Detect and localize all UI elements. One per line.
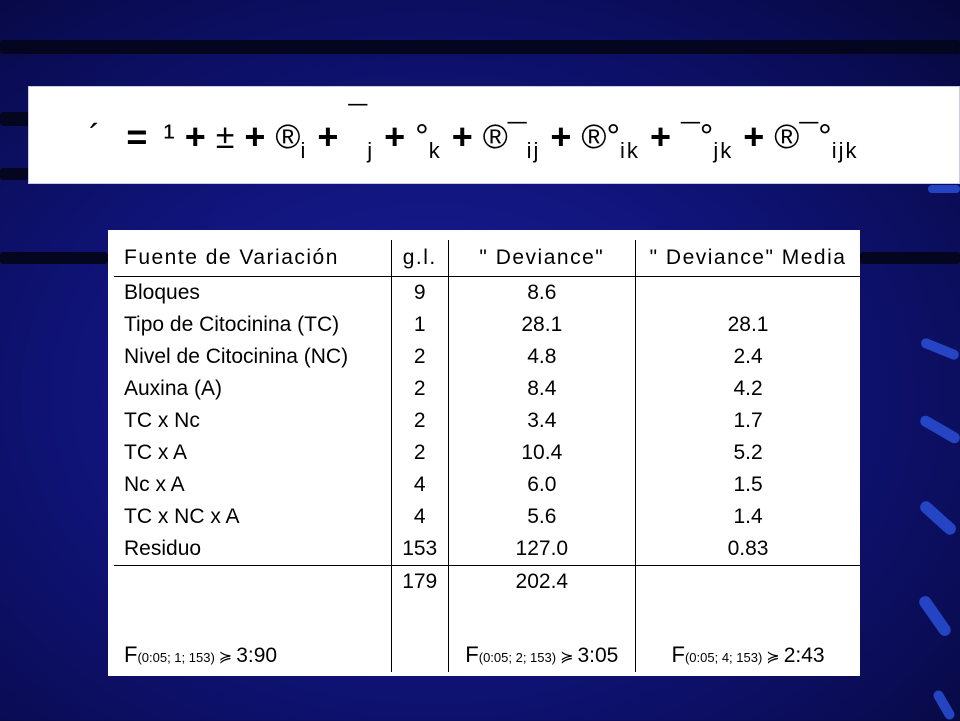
table-header-row [114,240,860,277]
cell-gl: 2 [391,437,448,469]
model-equation [89,97,949,177]
cell-mean: 0.83 [727,537,769,560]
background-stripe [0,252,108,264]
eq-operator: + [451,116,473,157]
cell-deviance: 8.6 [448,277,636,310]
cell-deviance: 28.1 [448,309,636,341]
eq-subscript: ik [620,138,640,163]
eq-term: ®¯ [482,117,527,156]
table-row [114,405,860,437]
f-critical-1: F(0:05; 1; 153) ≽ 3:90 [114,632,391,672]
cell-source [114,566,391,599]
background-sweep [918,499,959,537]
cell-deviance: 127.0 [448,533,636,566]
cell-deviance: 8.4 [448,373,636,405]
eq-operator: = [126,116,148,157]
cell-deviance: 4.8 [448,341,636,373]
eq-subscript: jk [713,138,734,163]
eq-term: ¯° [680,117,714,156]
eq-term: ± [215,117,235,156]
cell-gl: 4 [391,469,448,501]
eq-subscript: k [428,138,442,163]
eq-subscript: i [300,138,308,163]
cell-mean: 4.2 [733,377,763,400]
cell-deviance: 3.4 [448,405,636,437]
cell-mean: 1.5 [733,473,763,496]
eq-term: ®¯° [774,117,832,156]
table-row [114,533,860,566]
table-row [114,501,860,533]
background-stripe [0,168,30,180]
eq-subscript: ijk [831,138,859,163]
cell-source: Nivel de Citocinina (NC) [114,341,391,373]
header-gl: g.l. [391,240,448,277]
table-row [114,309,860,341]
cell-gl: 4 [391,501,448,533]
background-sweep [932,689,957,721]
cell-source: TC x A [114,437,391,469]
cell-mean: 1.7 [733,409,763,432]
cell-mean [636,277,860,310]
cell-deviance: 5.6 [448,501,636,533]
eq-subscript: ij [526,138,541,163]
cell-total-deviance: 202.4 [448,566,636,599]
header-deviance: " Deviance" [448,240,636,277]
cell-mean [636,566,860,599]
table-row [114,437,860,469]
background-sweep [920,337,960,361]
header-source: Fuente de Variación [114,240,391,277]
cell-deviance: 6.0 [448,469,636,501]
cell-gl: 9 [391,277,448,310]
cell-deviance: 10.4 [448,437,636,469]
eq-term: ®° [581,117,621,156]
cell-gl: 2 [391,341,448,373]
cell-mean: 1.4 [733,505,763,528]
cell-source: Tipo de Citocinina (TC) [114,309,391,341]
anova-table [114,240,860,672]
table-row [114,277,860,310]
eq-term: ¹ [163,117,175,156]
eq-operator: + [743,116,765,157]
eq-term: ¯ [348,99,368,138]
table-row [114,373,860,405]
cell-source: Bloques [114,277,391,310]
background-stripe [0,40,960,54]
eq-operator: + [184,116,206,157]
model-equation-box [28,86,960,184]
cell-mean: 28.1 [727,313,769,336]
eq-term: ° [415,117,429,156]
cell-total-gl: 179 [391,566,448,599]
eq-term: ´ [89,117,101,156]
cell-source: TC x Nc [114,405,391,437]
eq-term: ® [275,117,301,156]
header-mean-deviance: " Deviance" Media [636,240,860,277]
cell-gl: 1 [391,309,448,341]
eq-operator: + [384,116,406,157]
table-row [114,341,860,373]
cell-source: Nc x A [114,469,391,501]
background-sweep [917,594,953,639]
cell-mean: 2.4 [733,345,763,368]
f-critical-2: F(0:05; 2; 153) ≽ 3:05 [448,632,636,672]
cell-source: Auxina (A) [114,373,391,405]
table-row [114,469,860,501]
background-sweep [928,185,960,193]
anova-table-box [108,230,860,676]
cell-source: Residuo [114,533,391,566]
f-critical-3: F(0:05; 4; 153) ≽ 2:43 [671,642,825,667]
eq-operator: + [244,116,266,157]
f-critical-row [114,632,860,672]
table-blank-row [114,598,860,632]
table-total-row [114,566,860,599]
cell-source: TC x NC x A [114,501,391,533]
background-sweep [918,414,960,446]
cell-gl: 2 [391,373,448,405]
eq-subscript: j [367,138,375,163]
cell-gl: 153 [391,533,448,566]
eq-operator: + [550,116,572,157]
eq-operator: + [317,116,339,157]
background-stripe [860,252,960,264]
cell-gl: 2 [391,405,448,437]
cell-mean: 5.2 [733,441,763,464]
eq-operator: + [649,116,671,157]
